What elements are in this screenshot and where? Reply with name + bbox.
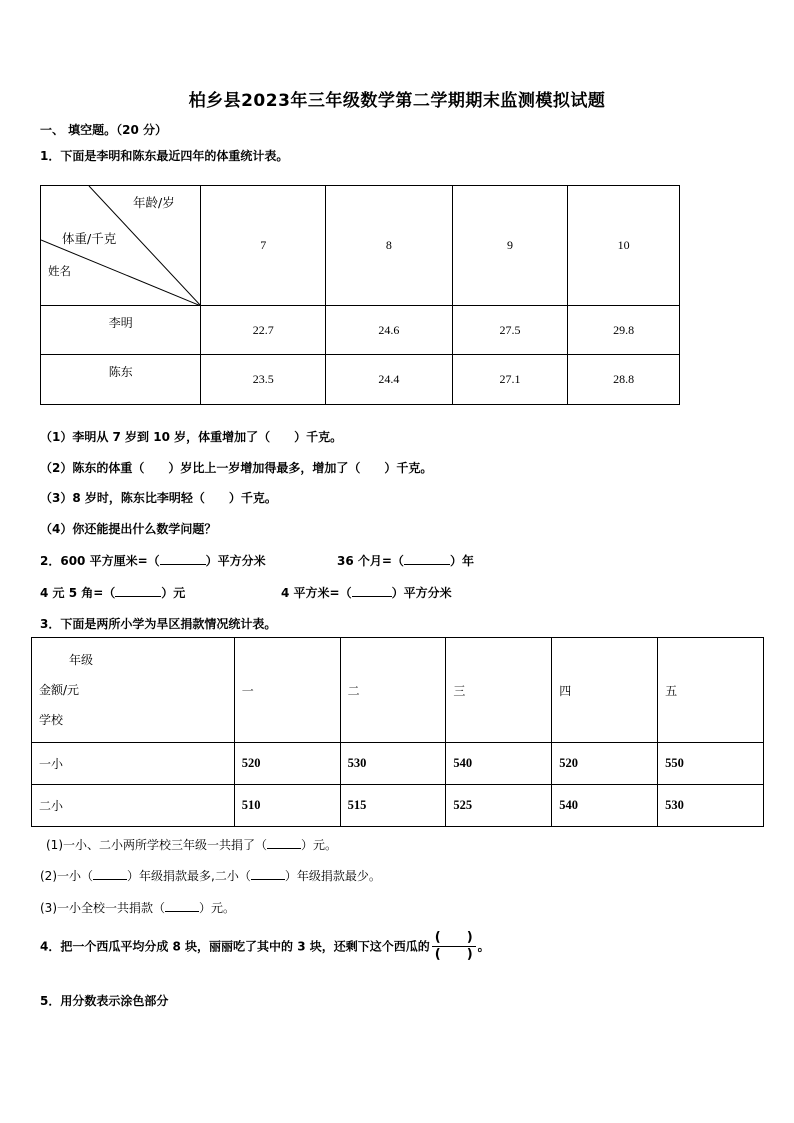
q3s3-suffix: ）元。 [199,901,236,915]
question-2d [281,584,452,601]
question-1-sub4: （4）你还能提出什么数学问题？ [40,522,217,536]
answer-blank[interactable] [352,584,392,597]
value-cell: 540 [446,743,552,785]
q2c-suffix: ）元 [161,586,186,600]
question-1-prompt: 1．下面是李明和陈东最近四年的体重统计表。 [40,149,289,163]
grade-header-cell: 三 [446,638,552,743]
value-cell: 520 [552,743,658,785]
q2d-suffix: ）平方分米 [391,586,452,600]
question-3-sub3 [40,899,235,916]
q3s2-suffix: ）年级捐款最少。 [284,869,381,883]
fraction-numerator: ( ) [432,930,476,947]
header-school-label: 学校 [39,713,64,727]
age-header-cell: 7 [201,186,326,306]
question-2b [337,552,474,569]
q2d-prefix: 4 平方米=（ [281,586,352,600]
header-cell [32,638,235,743]
value-cell: 22.7 [201,306,326,355]
header-age-label: 年龄/岁 [133,195,175,210]
value-cell: 24.4 [326,355,453,405]
fraction-denominator: ( ) [434,947,473,962]
fraction-answer[interactable] [432,930,476,963]
value-cell: 29.8 [568,306,680,355]
table-row [32,743,764,785]
grade-header-cell: 一 [234,638,340,743]
table-row [32,785,764,827]
answer-blank[interactable] [160,552,206,565]
header-grade-label: 年级 [69,653,94,667]
q3s3-prefix: (3)一小全校一共捐款（ [40,901,165,915]
diagonal-header-cell [41,186,201,306]
row-name-cell: 一小 [32,743,235,785]
row-name-cell: 李明 [41,306,201,355]
grade-header-cell: 四 [552,638,658,743]
q4-end: 。 [477,939,490,954]
q3s2-prefix: (2)一小（ [40,869,93,883]
value-cell: 27.1 [452,355,568,405]
value-cell: 530 [340,743,446,785]
weight-table [40,185,680,405]
question-3-prompt: 3．下面是两所小学为旱区捐款情况统计表。 [40,617,277,631]
question-2c [40,584,185,601]
answer-blank[interactable] [251,867,285,880]
q4-text: 4．把一个西瓜平均分成 8 块，丽丽吃了其中的 3 块，还剩下这个西瓜的 [40,939,430,954]
q2a-suffix: ）平方分米 [205,554,266,568]
row-name-cell: 二小 [32,785,235,827]
answer-blank[interactable] [267,836,301,849]
question-4 [40,930,490,963]
value-cell: 540 [552,785,658,827]
page-title: 柏乡县2023年三年级数学第二学期期末监测模拟试题 [188,91,606,111]
grade-header-cell: 五 [658,638,764,743]
value-cell: 23.5 [201,355,326,405]
q2b-prefix: 36 个月=（ [337,554,404,568]
question-3-sub2 [40,867,381,884]
q2a-prefix: 2．600 平方厘米=（ [40,554,160,568]
q3s1-prefix: (1)一小、二小两所学校三年级一共捐了（ [46,838,267,852]
question-1-sub3: （3）8 岁时，陈东比李明轻（ ）千克。 [40,491,277,505]
value-cell: 510 [234,785,340,827]
answer-blank[interactable] [165,899,199,912]
question-2a [40,552,266,569]
row-name-cell: 陈东 [41,355,201,405]
question-3-sub1 [46,836,337,853]
question-1-sub2: （2）陈东的体重（ ）岁比上一岁增加得最多，增加了（ ）千克。 [40,461,433,475]
header-name-label: 姓名 [48,264,71,278]
section-heading: 一、 填空题。（20 分） [40,123,168,137]
age-header-cell: 9 [452,186,568,306]
table-row [41,306,680,355]
q3s2-middle: ）年级捐款最多,二小（ [127,869,251,883]
header-weight-label: 体重/千克 [62,231,117,246]
q2c-prefix: 4 元 5 角=（ [40,586,116,600]
age-header-cell: 8 [326,186,453,306]
answer-blank[interactable] [404,552,450,565]
age-header-cell: 10 [568,186,680,306]
value-cell: 28.8 [568,355,680,405]
q2b-suffix: ）年 [449,554,474,568]
donation-table [31,637,764,827]
header-amount-label: 金额/元 [39,683,80,697]
value-cell: 515 [340,785,446,827]
value-cell: 525 [446,785,552,827]
answer-blank[interactable] [115,584,161,597]
table-row [41,355,680,405]
value-cell: 550 [658,743,764,785]
q3s1-suffix: ）元。 [301,838,338,852]
value-cell: 530 [658,785,764,827]
value-cell: 520 [234,743,340,785]
value-cell: 24.6 [326,306,453,355]
question-1-sub1: （1）李明从 7 岁到 10 岁，体重增加了（ ）千克。 [40,430,343,444]
value-cell: 27.5 [452,306,568,355]
question-5: 5．用分数表示涂色部分 [40,994,169,1008]
grade-header-cell: 二 [340,638,446,743]
answer-blank[interactable] [93,867,127,880]
